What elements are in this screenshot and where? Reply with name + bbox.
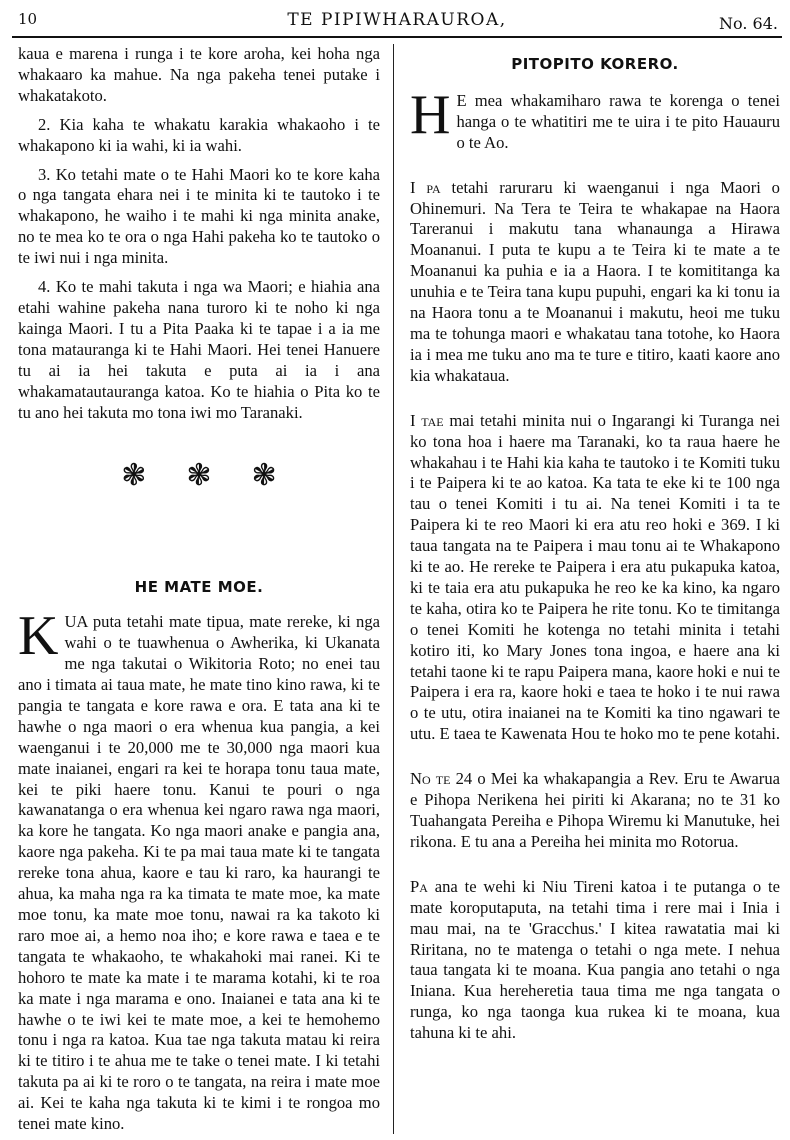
newspaper-title: TE PIPIWHARAUROA, bbox=[287, 10, 507, 30]
news-item-1 bbox=[410, 83, 780, 154]
news-item-5-text: ana te wehi ki Niu Tireni katoa i te putanga o te mate koroputaputa, na tetahi tima i rere mai i Inia i mau mai, na te 'Gracchus.' I kitea rawatatia mai ki Riritana, no te matenga o tetahi o nga mete. I nehua taua tangata ki te moana. Kua pangia ano tetahi o nga Iniana. Kua hereheretia taua tima me nga tangata o runga, ko nga taonga kua rukea ki te moana, kua tahuna ki te ahi. bbox=[410, 876, 780, 1043]
paragraph-continued: kaua e marena i runga i te kore aroha, kei hoha nga whakaaro ka mahue. Na nga pakeha tenei putake i whakatakoto. bbox=[18, 44, 380, 105]
news-item-2-lead: I pa bbox=[410, 177, 441, 197]
article-body bbox=[18, 605, 380, 1135]
left-column bbox=[18, 44, 380, 1135]
column-divider bbox=[393, 44, 394, 1134]
news-item-3-lead: I tae bbox=[410, 410, 444, 430]
drop-cap: H bbox=[410, 83, 451, 146]
news-item-2-text: tetahi raruraru ki waenganui i nga Maori o Ohinemuri. Na Tera te Teira te whakapae na Haora Tareranui i makutu tana whanaunga a Hirawa Moananui. I puta te kupu a te Teira ki te mate a te Moananui ka puhia e ia a Haora. I te komititanga ka unuhia e te Teira tana kupu pupuhi, engari ka ki tonu ia na Haora tonu a te Moananui i makutu, heoi me tuku ma te tohunga maori e whakatau tana totohe, ko Haora ia i mea me tuku ano ma te ture e titiro, kaati kaore ano kia whakataua. bbox=[410, 177, 780, 385]
news-item-4-lead: No te bbox=[410, 769, 451, 789]
page-number: 10 bbox=[18, 10, 38, 28]
news-item-4 bbox=[410, 769, 780, 853]
ornament-stars: ❃❃❃ bbox=[121, 459, 317, 493]
page-header bbox=[12, 4, 782, 38]
news-item-3-text: mai tetahi minita nui o Ingarangi ki Turanga nei ko tona hoa i haere ma Taranaki, ko ta raua haere he whakahau i te Hahi kia kaha te tautoko i te Komiti tuku i te Paipera ki te ao katoa. Ka tata te eke ki te 100 nga tau o tenei Komiti i tu ai. Na tenei Komiti i ta te Paipera ki te reo Maori ki era atu reo hoki e 369. I ki taua tangata na te Paipera i mau tonu ai te Whakapono ki te ao. He rereke te Paipera i era atu pukapuka katoa, ki te taia era atu pukapuka he reo ke ka kino, ka ngaro te kaha, otira ko te Paipera he rite tonu. Ko te timitanga o tenei Komiti he kotenga no tetahi minita i tetahi kotiro iti, ko Mary Jones tona ingoa, e haere ana ki tetahi taone ki te rapu Paipera mana, kaore hoki e nui te Paipera i era ra, kaore hoki e taea te hoko i te nui rawa o te utu, otira inaianei na te Komiti ka tino ngawari te utu. E taea te Kawenata Hou te hoko mo te pene kotahi. bbox=[410, 410, 781, 744]
news-item-5 bbox=[410, 877, 780, 1044]
paragraph-point-3: 3. Ko tetahi mate o te Hahi Maori ko te kore kaha o nga tangata ehara nei i te minita ki te tautoko i te whakapono, he waiho i te mahi ki nga minita anake, no te mea ko te ora o nga Hahi pakeha ko te tautoko o te iwi nui i nga minita. bbox=[18, 164, 380, 268]
news-item-3 bbox=[410, 411, 780, 746]
paragraph-point-2: 2. Kia kaha te whakatu karakia whakaoho i te whakapono ki ia wahi, ki ia wahi. bbox=[18, 114, 380, 155]
article-heading: HE MATE MOE. bbox=[134, 578, 264, 597]
drop-cap: K bbox=[18, 605, 59, 668]
article-text: UA puta tetahi mate tipua, mate rereke, ki nga wahi o te tuawhenua o Awherika, ki Ukanata me nga takutai o Wikitoria Roto; no enei tau ano i timata ai taua mate, he mate tino kino rawa, ki te pangia te tangata e kore rawa e ora. E tata ana ki te hawhe o nga maori o era whenua kua pangia, a kei waenganui i te 20,000 me te 30,000 nga maori kua mate inaianei, engari ra kei te horapa tonu taua mate, kei te piki haere tonu. Kanui te pouri o nga kawanatanga o era whenua kei ngaro rawa nga maori, ka kore he tangata. Ko nga maori anake e pangia ana, kaore nga pakeha. Ki te pa mai taua mate ki te tangata rereke tona ahua, kaore e tau ki raro, ka haurangi te ahua, ka maha nga ra ka timata te mate moe, ka mate moe tonu, ka mate moe tonu, nawai ra ka takoto ki raro moe ai, a hemo noa iho; e kore rawa e taea e te tangata te whakaoho, te whakahoki mai ranei. Ki te hohoro te mate ka mate i te marama kotahi, ki te roa ka mate i nga marama e ono. Inaianei e tata ana ki te hawhe o te iwi kei te mate moe, a kei te hemohemo tonu i nga ra katoa. Kua tae nga takuta matau ki reira ki te titiro i te ahua me te take o tenei mate. I ki tetahi takuta pa ai ki te roro o te tangata, na reira i mate moe ai. Kei te kaha nga takuta ki te kimi i te rongoa mo tenei mate kino. bbox=[18, 612, 380, 1134]
news-heading: PITOPITO KORERO. bbox=[511, 55, 679, 73]
issue-number: No. 64. bbox=[719, 14, 778, 33]
right-column bbox=[410, 44, 780, 1044]
paragraph-point-4: 4. Ko te mahi takuta i nga wa Maori; e hiahia ana etahi wahine pakeha nana turoro ki te noho ki nga kainga Maori. I tu a Pita Paaka ki te tapae i a ia me tona matauranga ki te Hahi Maori. Hei tenei Hanuere tu ai ia hei takuta e puta ai ia i ana whakamatautauranga katoa. Ko te hiahia o Pita ko te tu ano hei takuta mo tona iwi mo Taranaki. bbox=[18, 277, 380, 422]
news-item-4-text: 24 o Mei ka whakapangia a Rev. Eru te Awarua e Pihopa Nerikena hei piriti ki Akarana; no te 31 ko Tuahangata Pereiha e Pihopa Wiremu ki Manutuke, hei rikona. E tu ana a Pereiha hei minita mo Rotorua. bbox=[410, 769, 780, 851]
news-item-5-lead: Pa bbox=[410, 876, 428, 896]
news-item-1-text: E mea whakamiharo rawa te korenga o tenei hanga o te whatitiri me te uira i te pito Hauauru o te Ao. bbox=[456, 90, 780, 152]
news-item-2 bbox=[410, 178, 780, 387]
